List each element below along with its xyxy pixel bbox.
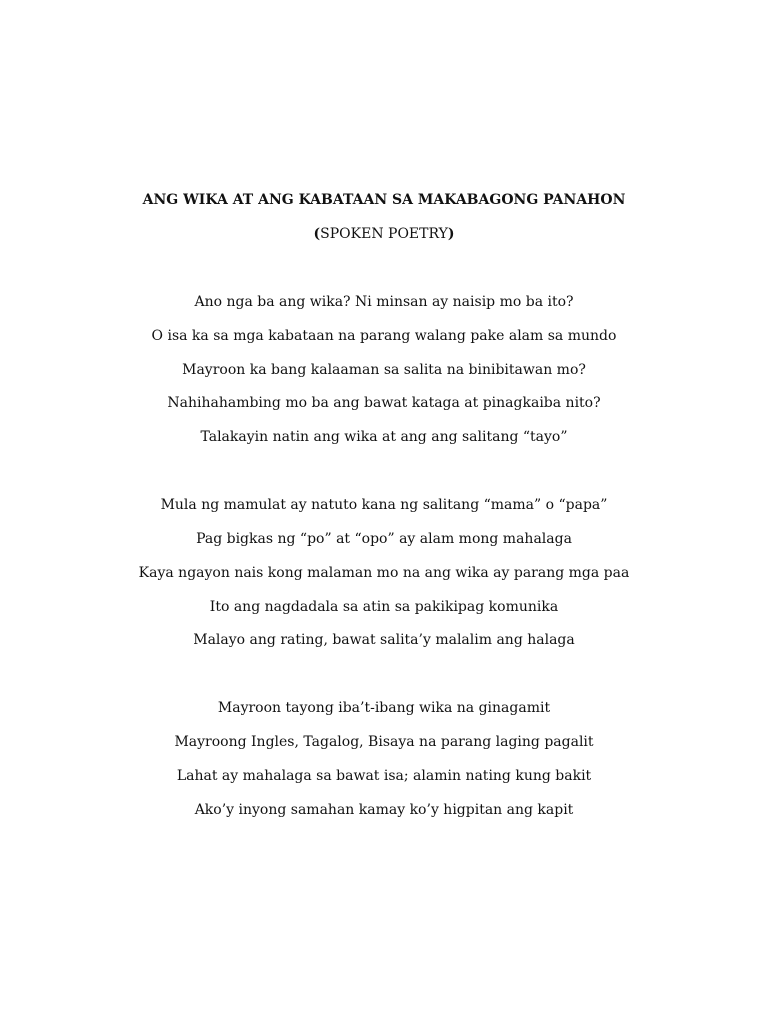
stanza-2-line-2: Pag bigkas ng “po” at “opo” ay alam mong mahalaga xyxy=(196,531,572,547)
stanza-3-line-2: Mayroong Ingles, Tagalog, Bisaya na parang laging pagalit xyxy=(174,734,594,750)
stanza-2-line-3: Kaya ngayon nais kong malaman mo na ang wika ay parang mga paa xyxy=(138,565,630,581)
stanza-1-line-2: O isa ka sa mga kabataan na parang walang pake alam sa mundo xyxy=(151,328,617,344)
subtitle-close-paren: ) xyxy=(447,226,455,242)
stanza-1-line-1: Ano nga ba ang wika? Ni minsan ay naisip mo ba ito? xyxy=(194,294,574,310)
stanza-1-line-5: Talakayin natin ang wika at ang ang salitang “tayo” xyxy=(200,429,568,445)
stanza-2-line-5: Malayo ang rating, bawat salita’y malalim ang halaga xyxy=(193,632,575,648)
subtitle-open-paren: ( xyxy=(313,226,321,242)
poem-title: ANG WIKA AT ANG KABATAAN SA MAKABAGONG PANAHON xyxy=(142,192,626,208)
subtitle-text: SPOKEN POETRY xyxy=(320,226,448,242)
stanza-1-line-3: Mayroon ka bang kalaaman sa salita na binibitawan mo? xyxy=(182,362,586,378)
stanza-3-line-3: Lahat ay mahalaga sa bawat isa; alamin nating kung bakit xyxy=(176,768,592,784)
stanza-3-line-4: Ako’y inyong samahan kamay ko’y higpitan ang kapit xyxy=(194,802,574,818)
stanza-1-line-4: Nahihahambing mo ba ang bawat kataga at pinagkaiba nito? xyxy=(167,395,601,411)
poem-subtitle xyxy=(0,224,768,244)
stanza-3-line-1: Mayroon tayong iba’t-ibang wika na ginagamit xyxy=(217,700,551,716)
stanza-2-line-1: Mula ng mamulat ay natuto kana ng salitang “mama” o “papa” xyxy=(160,497,608,513)
stanza-2-line-4: Ito ang nagdadala sa atin sa pakikipag komunika xyxy=(209,599,559,615)
